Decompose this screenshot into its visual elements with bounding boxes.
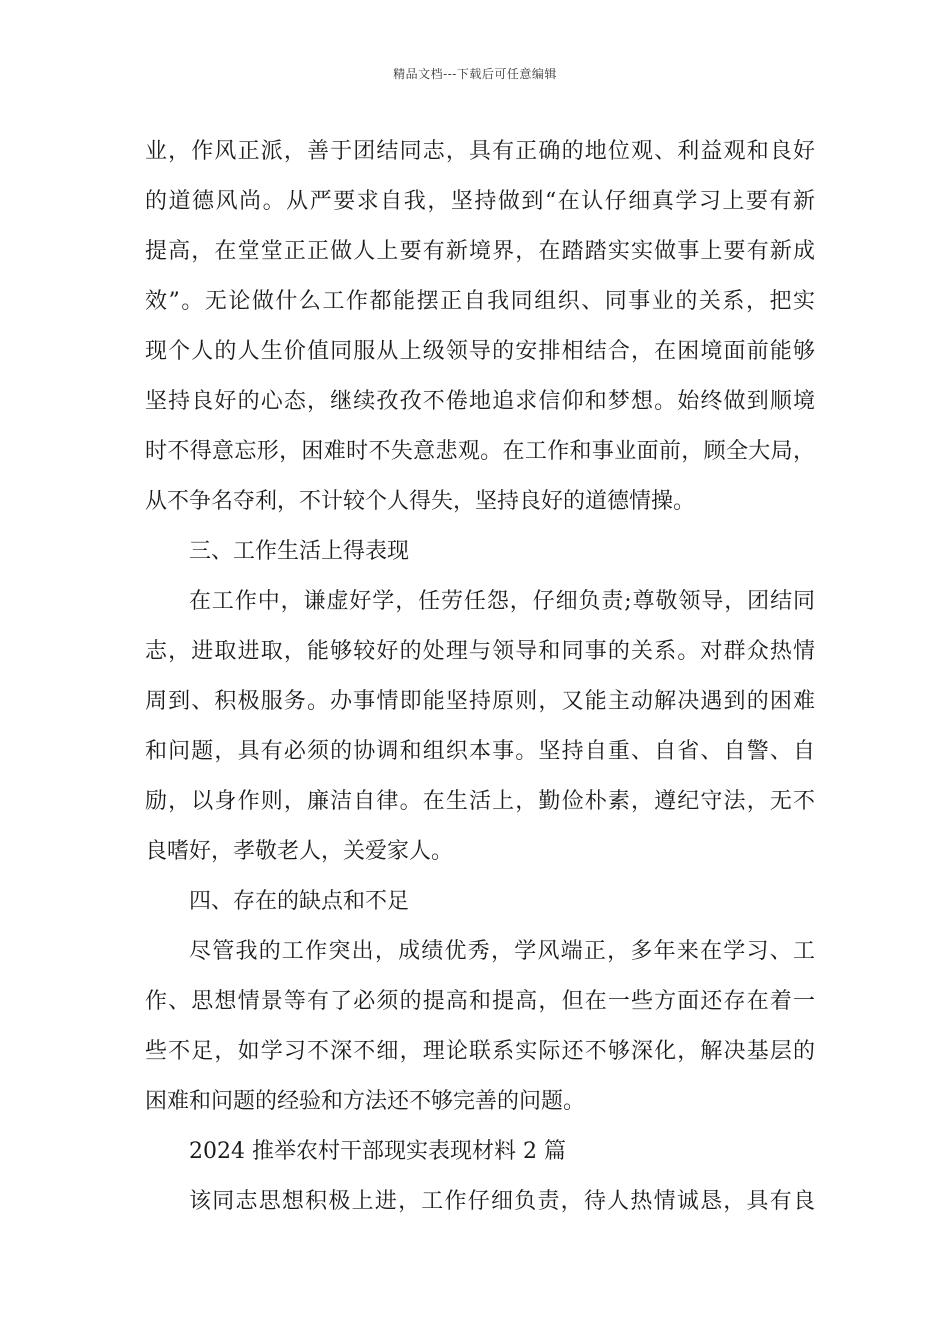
text-line: 现个人的人生价值同服从上级领导的安排相结合，在困境面前能够	[145, 339, 815, 364]
document-body	[145, 132, 815, 1232]
text-line: 良嗜好，孝敬老人，关爱家人。	[145, 839, 454, 864]
section-heading: 三、工作生活上得表现	[189, 539, 410, 564]
page-header: 精品文档---下载后可任意编辑	[393, 67, 557, 81]
text-line: 些不足，如学习不深不细，理论联系实际还不够深化，解决基层的	[145, 1039, 815, 1064]
article-title: 2024 推举农村干部现实表现材料 2 篇	[189, 1139, 566, 1164]
text-line: 业，作风正派，善于团结同志，具有正确的地位观、利益观和良好	[145, 139, 815, 164]
section-heading: 四、存在的缺点和不足	[189, 889, 410, 914]
text-line: 志，进取进取，能够较好的处理与领导和同事的关系。对群众热情	[145, 639, 815, 664]
text-line: 励，以身作则，廉洁自律。在生活上，勤俭朴素，遵纪守法，无不	[145, 789, 815, 814]
text-line: 周到、积极服务。办事情即能坚持原则，又能主动解决遇到的困难	[145, 689, 815, 714]
text-line: 困难和问题的经验和方法还不够完善的问题。	[145, 1089, 586, 1114]
text-line: 的道德风尚。从严要求自我，坚持做到“在认仔细真学习上要有新	[145, 189, 815, 214]
text-line: 坚持良好的心态，继续孜孜不倦地追求信仰和梦想。始终做到顺境	[145, 389, 815, 414]
text-line: 和问题，具有必须的协调和组织本事。坚持自重、自省、自警、自	[145, 739, 815, 764]
text-line: 提高，在堂堂正正做人上要有新境界，在踏踏实实做事上要有新成	[145, 239, 815, 264]
text-line: 从不争名夺利，不计较个人得失，坚持良好的道德情操。	[145, 489, 696, 514]
text-line: 在工作中，谦虚好学，任劳任怨，仔细负责;尊敬领导，团结同	[189, 589, 815, 614]
text-line: 作、思想情景等有了必须的提高和提高，但在一些方面还存在着一	[145, 989, 815, 1014]
text-line: 该同志思想积极上进，工作仔细负责，待人热情诚恳，具有良	[189, 1189, 815, 1214]
text-line: 尽管我的工作突出，成绩优秀，学风端正，多年来在学习、工	[189, 939, 815, 964]
text-line: 时不得意忘形，困难时不失意悲观。在工作和事业面前，顾全大局，	[145, 439, 815, 464]
text-line: 效”。无论做什么工作都能摆正自我同组织、同事业的关系，把实	[145, 289, 815, 314]
